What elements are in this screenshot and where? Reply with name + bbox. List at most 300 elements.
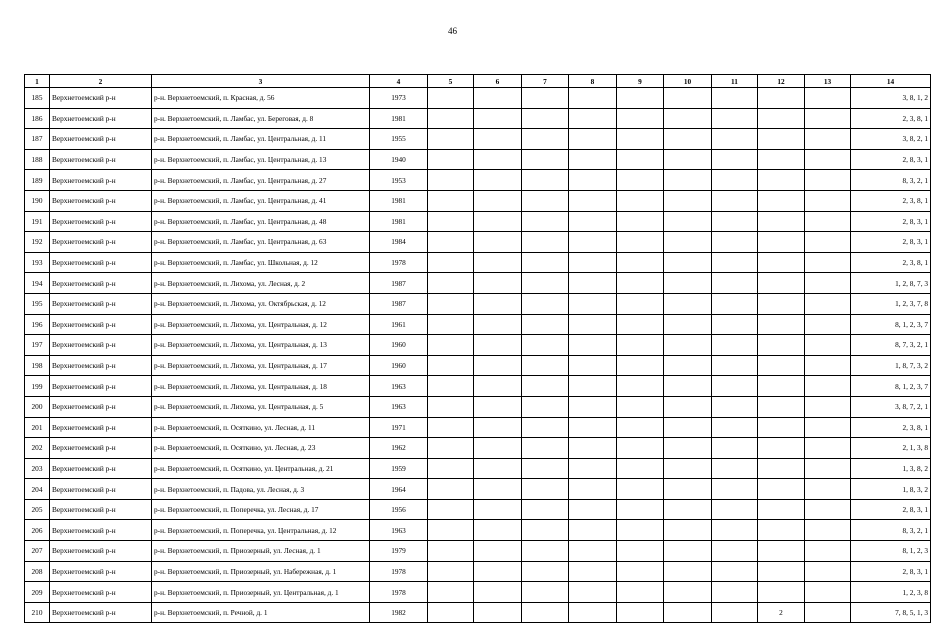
empty-cell [428, 170, 474, 191]
column-14-cell: 2, 8, 3, 1 [851, 232, 931, 253]
column-14-cell: 1, 8, 3, 2 [851, 479, 931, 500]
empty-cell [712, 582, 758, 603]
column-14-cell: 1, 8, 7, 3, 2 [851, 355, 931, 376]
column-12-cell: 2 [758, 602, 805, 623]
district-cell: Верхнетоемский р-н [50, 396, 152, 417]
empty-cell [617, 293, 664, 314]
empty-cell [522, 170, 569, 191]
empty-cell [522, 561, 569, 582]
row-number-cell: 210 [25, 602, 50, 623]
row-number-cell: 196 [25, 314, 50, 335]
empty-cell [712, 438, 758, 459]
column-14-cell: 8, 7, 3, 2, 1 [851, 335, 931, 356]
year-cell: 1982 [370, 602, 428, 623]
empty-cell [474, 211, 522, 232]
empty-cell [617, 582, 664, 603]
column-header: 9 [617, 75, 664, 88]
empty-cell [474, 602, 522, 623]
empty-cell [522, 108, 569, 129]
row-number-cell: 197 [25, 335, 50, 356]
year-cell: 1961 [370, 314, 428, 335]
empty-cell [805, 232, 851, 253]
empty-cell [474, 129, 522, 150]
table-row [25, 376, 931, 397]
empty-cell [712, 252, 758, 273]
district-cell: Верхнетоемский р-н [50, 520, 152, 541]
column-header: 10 [664, 75, 712, 88]
empty-cell [474, 108, 522, 129]
empty-cell [805, 88, 851, 109]
empty-cell [522, 602, 569, 623]
empty-cell [805, 149, 851, 170]
page-number: 46 [448, 26, 457, 36]
column-12-cell [758, 314, 805, 335]
column-14-cell: 1, 2, 3, 7, 8 [851, 293, 931, 314]
empty-cell [569, 561, 617, 582]
empty-cell [805, 602, 851, 623]
address-cell: р-н. Верхнетоемский, п. Ламбас, ул. Школьная, д. 12 [152, 252, 370, 273]
year-cell: 1963 [370, 376, 428, 397]
empty-cell [664, 108, 712, 129]
empty-cell [712, 376, 758, 397]
empty-cell [474, 355, 522, 376]
empty-cell [617, 273, 664, 294]
year-cell: 1962 [370, 438, 428, 459]
column-12-cell [758, 190, 805, 211]
empty-cell [569, 88, 617, 109]
empty-cell [474, 541, 522, 562]
year-cell: 1973 [370, 88, 428, 109]
empty-cell [805, 211, 851, 232]
empty-cell [617, 355, 664, 376]
empty-cell [664, 190, 712, 211]
empty-cell [569, 335, 617, 356]
empty-cell [617, 499, 664, 520]
empty-cell [664, 88, 712, 109]
column-14-cell: 2, 3, 8, 1 [851, 417, 931, 438]
empty-cell [805, 170, 851, 191]
year-cell: 1987 [370, 293, 428, 314]
empty-cell [617, 417, 664, 438]
table-row [25, 129, 931, 150]
empty-cell [664, 293, 712, 314]
empty-cell [617, 376, 664, 397]
table-row [25, 170, 931, 191]
column-12-cell [758, 438, 805, 459]
year-cell: 1979 [370, 541, 428, 562]
column-14-cell: 8, 3, 2, 1 [851, 520, 931, 541]
empty-cell [664, 582, 712, 603]
address-cell: р-н. Верхнетоемский, п. Падова, ул. Лесная, д. 3 [152, 479, 370, 500]
empty-cell [617, 88, 664, 109]
empty-cell [712, 355, 758, 376]
table-row [25, 479, 931, 500]
empty-cell [712, 314, 758, 335]
column-12-cell [758, 252, 805, 273]
column-12-cell [758, 561, 805, 582]
empty-cell [428, 335, 474, 356]
row-number-cell: 189 [25, 170, 50, 191]
empty-cell [428, 499, 474, 520]
table-row [25, 273, 931, 294]
district-cell: Верхнетоемский р-н [50, 417, 152, 438]
empty-cell [664, 376, 712, 397]
empty-cell [805, 479, 851, 500]
empty-cell [617, 396, 664, 417]
column-14-cell: 7, 8, 5, 1, 3 [851, 602, 931, 623]
district-cell: Верхнетоемский р-н [50, 232, 152, 253]
empty-cell [805, 335, 851, 356]
empty-cell [664, 602, 712, 623]
empty-cell [712, 273, 758, 294]
empty-cell [522, 232, 569, 253]
empty-cell [617, 190, 664, 211]
year-cell: 1963 [370, 520, 428, 541]
empty-cell [474, 582, 522, 603]
empty-cell [664, 252, 712, 273]
district-cell: Верхнетоемский р-н [50, 582, 152, 603]
empty-cell [712, 129, 758, 150]
column-14-cell: 2, 8, 3, 1 [851, 211, 931, 232]
address-cell: р-н. Верхнетоемский, п. Ламбас, ул. Центральная, д. 11 [152, 129, 370, 150]
header-row [25, 75, 931, 88]
empty-cell [712, 520, 758, 541]
empty-cell [569, 438, 617, 459]
empty-cell [664, 458, 712, 479]
empty-cell [522, 541, 569, 562]
column-header: 11 [712, 75, 758, 88]
empty-cell [428, 561, 474, 582]
table-row [25, 602, 931, 623]
empty-cell [428, 252, 474, 273]
district-cell: Верхнетоемский р-н [50, 376, 152, 397]
column-12-cell [758, 149, 805, 170]
empty-cell [712, 293, 758, 314]
column-12-cell [758, 499, 805, 520]
empty-cell [474, 190, 522, 211]
district-cell: Верхнетоемский р-н [50, 273, 152, 294]
table-row [25, 520, 931, 541]
empty-cell [428, 438, 474, 459]
column-14-cell: 8, 1, 2, 3, 7 [851, 314, 931, 335]
empty-cell [805, 582, 851, 603]
empty-cell [617, 458, 664, 479]
empty-cell [428, 232, 474, 253]
column-14-cell: 8, 1, 2, 3 [851, 541, 931, 562]
district-cell: Верхнетоемский р-н [50, 499, 152, 520]
empty-cell [805, 252, 851, 273]
column-14-cell: 3, 8, 2, 1 [851, 129, 931, 150]
column-header: 1 [25, 75, 50, 88]
empty-cell [428, 190, 474, 211]
empty-cell [428, 376, 474, 397]
district-cell: Верхнетоемский р-н [50, 88, 152, 109]
empty-cell [569, 129, 617, 150]
row-number-cell: 199 [25, 376, 50, 397]
empty-cell [522, 273, 569, 294]
address-cell: р-н. Верхнетоемский, п. Ламбас, ул. Береговая, д. 8 [152, 108, 370, 129]
empty-cell [664, 273, 712, 294]
year-cell: 1984 [370, 232, 428, 253]
empty-cell [474, 314, 522, 335]
empty-cell [712, 602, 758, 623]
column-14-cell: 1, 3, 8, 2 [851, 458, 931, 479]
empty-cell [474, 520, 522, 541]
empty-cell [428, 541, 474, 562]
empty-cell [664, 355, 712, 376]
empty-cell [569, 273, 617, 294]
empty-cell [522, 88, 569, 109]
empty-cell [428, 582, 474, 603]
empty-cell [474, 149, 522, 170]
empty-cell [664, 438, 712, 459]
empty-cell [428, 479, 474, 500]
empty-cell [428, 108, 474, 129]
row-number-cell: 204 [25, 479, 50, 500]
row-number-cell: 193 [25, 252, 50, 273]
empty-cell [569, 396, 617, 417]
registry-table [24, 74, 931, 623]
column-12-cell [758, 232, 805, 253]
empty-cell [664, 561, 712, 582]
row-number-cell: 188 [25, 149, 50, 170]
row-number-cell: 201 [25, 417, 50, 438]
column-14-cell: 2, 3, 8, 1 [851, 190, 931, 211]
district-cell: Верхнетоемский р-н [50, 602, 152, 623]
address-cell: р-н. Верхнетоемский, п. Лихома, ул. Центральная, д. 17 [152, 355, 370, 376]
empty-cell [617, 479, 664, 500]
column-12-cell [758, 211, 805, 232]
table-row [25, 293, 931, 314]
year-cell: 1953 [370, 170, 428, 191]
empty-cell [569, 211, 617, 232]
column-header: 2 [50, 75, 152, 88]
district-cell: Верхнетоемский р-н [50, 170, 152, 191]
address-cell: р-н. Верхнетоемский, п. Лихома, ул. Лесная, д. 2 [152, 273, 370, 294]
empty-cell [712, 88, 758, 109]
empty-cell [569, 582, 617, 603]
empty-cell [428, 417, 474, 438]
column-12-cell [758, 88, 805, 109]
row-number-cell: 207 [25, 541, 50, 562]
row-number-cell: 209 [25, 582, 50, 603]
empty-cell [522, 479, 569, 500]
district-cell: Верхнетоемский р-н [50, 190, 152, 211]
empty-cell [617, 335, 664, 356]
row-number-cell: 191 [25, 211, 50, 232]
empty-cell [805, 417, 851, 438]
table-row [25, 88, 931, 109]
empty-cell [712, 108, 758, 129]
empty-cell [522, 438, 569, 459]
address-cell: р-н. Верхнетоемский, п. Приозерный, ул. Центральная, д. 1 [152, 582, 370, 603]
empty-cell [569, 314, 617, 335]
empty-cell [428, 602, 474, 623]
table-row [25, 190, 931, 211]
empty-cell [474, 170, 522, 191]
row-number-cell: 205 [25, 499, 50, 520]
column-14-cell: 2, 3, 8, 1 [851, 108, 931, 129]
empty-cell [805, 458, 851, 479]
empty-cell [617, 314, 664, 335]
column-14-cell: 2, 8, 3, 1 [851, 561, 931, 582]
empty-cell [617, 602, 664, 623]
table-row [25, 211, 931, 232]
table-row [25, 561, 931, 582]
empty-cell [569, 602, 617, 623]
column-12-cell [758, 108, 805, 129]
year-cell: 1960 [370, 355, 428, 376]
column-14-cell: 8, 1, 2, 3, 7 [851, 376, 931, 397]
table-row [25, 541, 931, 562]
empty-cell [664, 479, 712, 500]
district-cell: Верхнетоемский р-н [50, 149, 152, 170]
empty-cell [569, 190, 617, 211]
empty-cell [617, 211, 664, 232]
empty-cell [474, 293, 522, 314]
column-14-cell: 2, 3, 8, 1 [851, 252, 931, 273]
empty-cell [569, 520, 617, 541]
empty-cell [617, 561, 664, 582]
row-number-cell: 194 [25, 273, 50, 294]
empty-cell [569, 108, 617, 129]
empty-cell [805, 314, 851, 335]
empty-cell [805, 561, 851, 582]
empty-cell [428, 293, 474, 314]
column-14-cell: 3, 8, 1, 2 [851, 88, 931, 109]
empty-cell [474, 335, 522, 356]
empty-cell [428, 314, 474, 335]
empty-cell [474, 252, 522, 273]
column-12-cell [758, 541, 805, 562]
column-12-cell [758, 293, 805, 314]
row-number-cell: 185 [25, 88, 50, 109]
table-row [25, 396, 931, 417]
table-row [25, 149, 931, 170]
table-row [25, 108, 931, 129]
column-12-cell [758, 458, 805, 479]
year-cell: 1956 [370, 499, 428, 520]
address-cell: р-н. Верхнетоемский, п. Речной, д. 1 [152, 602, 370, 623]
column-14-cell: 1, 2, 3, 8 [851, 582, 931, 603]
empty-cell [617, 170, 664, 191]
empty-cell [712, 190, 758, 211]
empty-cell [712, 335, 758, 356]
empty-cell [569, 417, 617, 438]
column-12-cell [758, 273, 805, 294]
address-cell: р-н. Верхнетоемский, п. Приозерный, ул. Лесная, д. 1 [152, 541, 370, 562]
empty-cell [522, 149, 569, 170]
empty-cell [712, 479, 758, 500]
district-cell: Верхнетоемский р-н [50, 252, 152, 273]
table-row [25, 438, 931, 459]
table-row [25, 335, 931, 356]
column-header: 4 [370, 75, 428, 88]
district-cell: Верхнетоемский р-н [50, 479, 152, 500]
empty-cell [664, 314, 712, 335]
table-row [25, 582, 931, 603]
empty-cell [617, 438, 664, 459]
year-cell: 1981 [370, 211, 428, 232]
empty-cell [522, 499, 569, 520]
table-row [25, 355, 931, 376]
district-cell: Верхнетоемский р-н [50, 561, 152, 582]
empty-cell [522, 520, 569, 541]
district-cell: Верхнетоемский р-н [50, 314, 152, 335]
district-cell: Верхнетоемский р-н [50, 458, 152, 479]
empty-cell [805, 273, 851, 294]
table-row [25, 232, 931, 253]
row-number-cell: 206 [25, 520, 50, 541]
empty-cell [617, 129, 664, 150]
empty-cell [617, 232, 664, 253]
row-number-cell: 187 [25, 129, 50, 150]
empty-cell [474, 88, 522, 109]
empty-cell [805, 355, 851, 376]
empty-cell [664, 396, 712, 417]
district-cell: Верхнетоемский р-н [50, 129, 152, 150]
year-cell: 1978 [370, 252, 428, 273]
empty-cell [428, 396, 474, 417]
empty-cell [522, 335, 569, 356]
row-number-cell: 203 [25, 458, 50, 479]
empty-cell [712, 499, 758, 520]
empty-cell [474, 561, 522, 582]
year-cell: 1978 [370, 561, 428, 582]
table-row [25, 417, 931, 438]
address-cell: р-н. Верхнетоемский, п. Приозерный, ул. Набережная, д. 1 [152, 561, 370, 582]
column-12-cell [758, 417, 805, 438]
empty-cell [805, 499, 851, 520]
row-number-cell: 202 [25, 438, 50, 459]
year-cell: 1959 [370, 458, 428, 479]
empty-cell [428, 458, 474, 479]
empty-cell [712, 458, 758, 479]
column-header: 6 [474, 75, 522, 88]
empty-cell [569, 170, 617, 191]
empty-cell [617, 149, 664, 170]
empty-cell [664, 541, 712, 562]
empty-cell [569, 293, 617, 314]
year-cell: 1978 [370, 582, 428, 603]
address-cell: р-н. Верхнетоемский, п. Лихома, ул. Центральная, д. 18 [152, 376, 370, 397]
empty-cell [664, 149, 712, 170]
empty-cell [805, 541, 851, 562]
empty-cell [664, 335, 712, 356]
empty-cell [712, 417, 758, 438]
column-12-cell [758, 335, 805, 356]
empty-cell [805, 108, 851, 129]
address-cell: р-н. Верхнетоемский, п. Ламбас, ул. Центральная, д. 27 [152, 170, 370, 191]
column-14-cell: 2, 8, 3, 1 [851, 499, 931, 520]
district-cell: Верхнетоемский р-н [50, 293, 152, 314]
empty-cell [474, 417, 522, 438]
empty-cell [428, 149, 474, 170]
table-row [25, 314, 931, 335]
empty-cell [712, 170, 758, 191]
empty-cell [569, 252, 617, 273]
empty-cell [617, 520, 664, 541]
empty-cell [569, 479, 617, 500]
address-cell: р-н. Верхнетоемский, п. Осяткино, ул. Лесная, д. 23 [152, 438, 370, 459]
empty-cell [664, 232, 712, 253]
district-cell: Верхнетоемский р-н [50, 211, 152, 232]
column-12-cell [758, 479, 805, 500]
empty-cell [569, 458, 617, 479]
column-header: 12 [758, 75, 805, 88]
district-cell: Верхнетоемский р-н [50, 108, 152, 129]
row-number-cell: 192 [25, 232, 50, 253]
